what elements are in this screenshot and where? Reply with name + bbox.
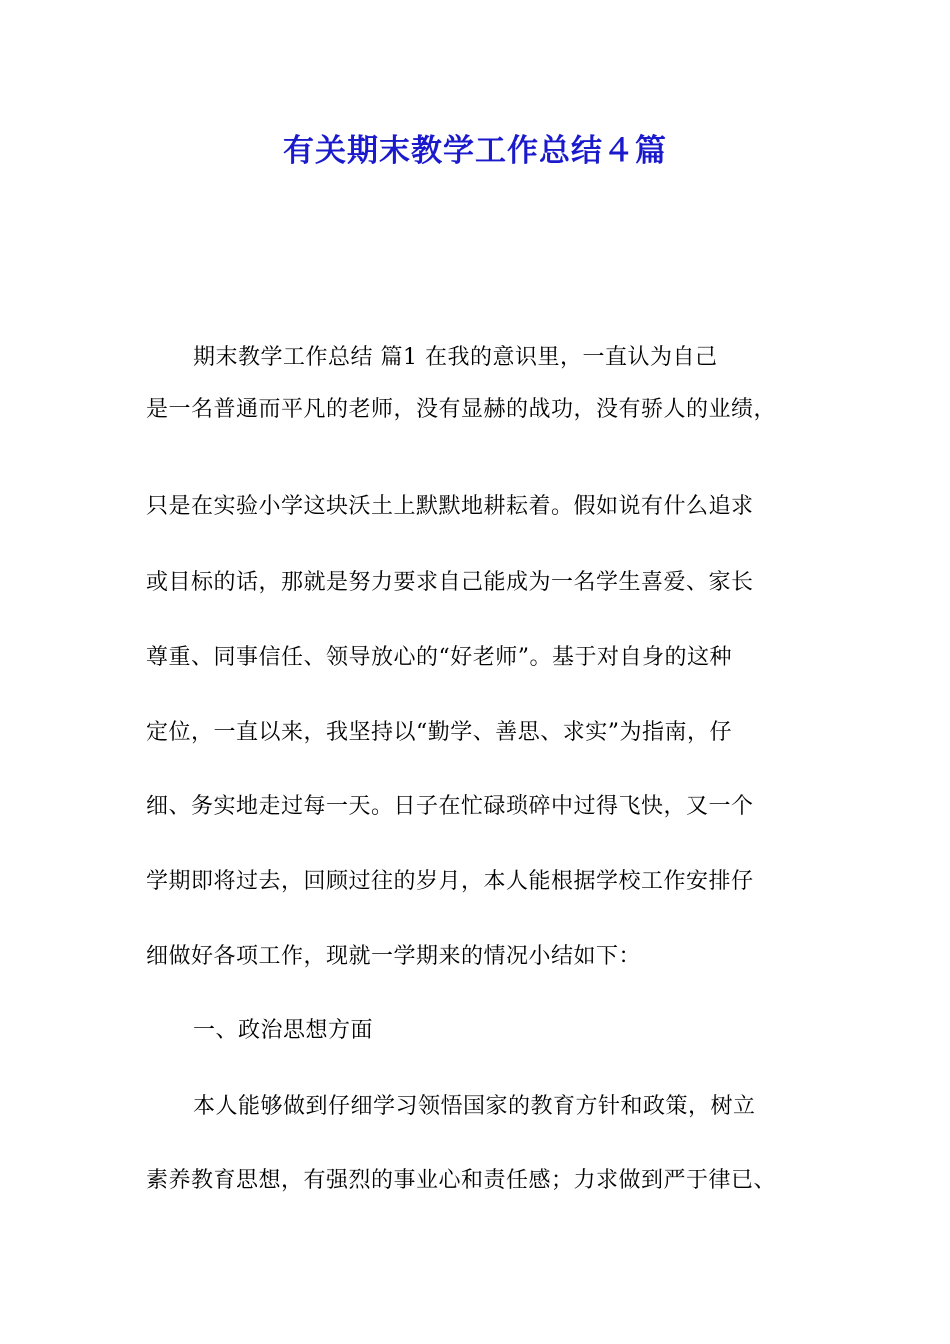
paragraph-line: 本人能够做到仔细学习领悟国家的教育方针和政策，树立 [193, 1094, 756, 1119]
paragraph-line: 尊重、同事信任、领导放心的“好老师”。基于对自身的这种 [146, 645, 732, 670]
paragraph-line: 期末教学工作总结 篇1 在我的意识里，一直认为自己 [193, 345, 718, 370]
paragraph-line: 学期即将过去，回顾过往的岁月，本人能根据学校工作安排仔 [146, 869, 754, 894]
paragraph-line: 或目标的话，那就是努力要求自己能成为一名学生喜爱、家长 [146, 570, 754, 595]
paragraph-line: 素养教育思想，有强烈的事业心和责任感；力求做到严于律已、 [146, 1168, 777, 1193]
paragraph-line: 是一名普通而平凡的老师，没有显赫的战功，没有骄人的业绩， [146, 397, 777, 422]
section-heading: 一、政治思想方面 [193, 1018, 374, 1043]
paragraph-line: 定位，一直以来，我坚持以“勤学、善思、求实”为指南，仔 [146, 720, 732, 745]
paragraph-line: 细做好各项工作，现就一学期来的情况小结如下： [146, 944, 642, 969]
paragraph-line: 细、务实地走过每一天。日子在忙碌琐碎中过得飞快，又一个 [146, 794, 754, 819]
document-title: 有关期末教学工作总结４篇 [283, 133, 667, 169]
paragraph-line: 只是在实验小学这块沃土上默默地耕耘着。假如说有什么追求 [146, 494, 754, 519]
